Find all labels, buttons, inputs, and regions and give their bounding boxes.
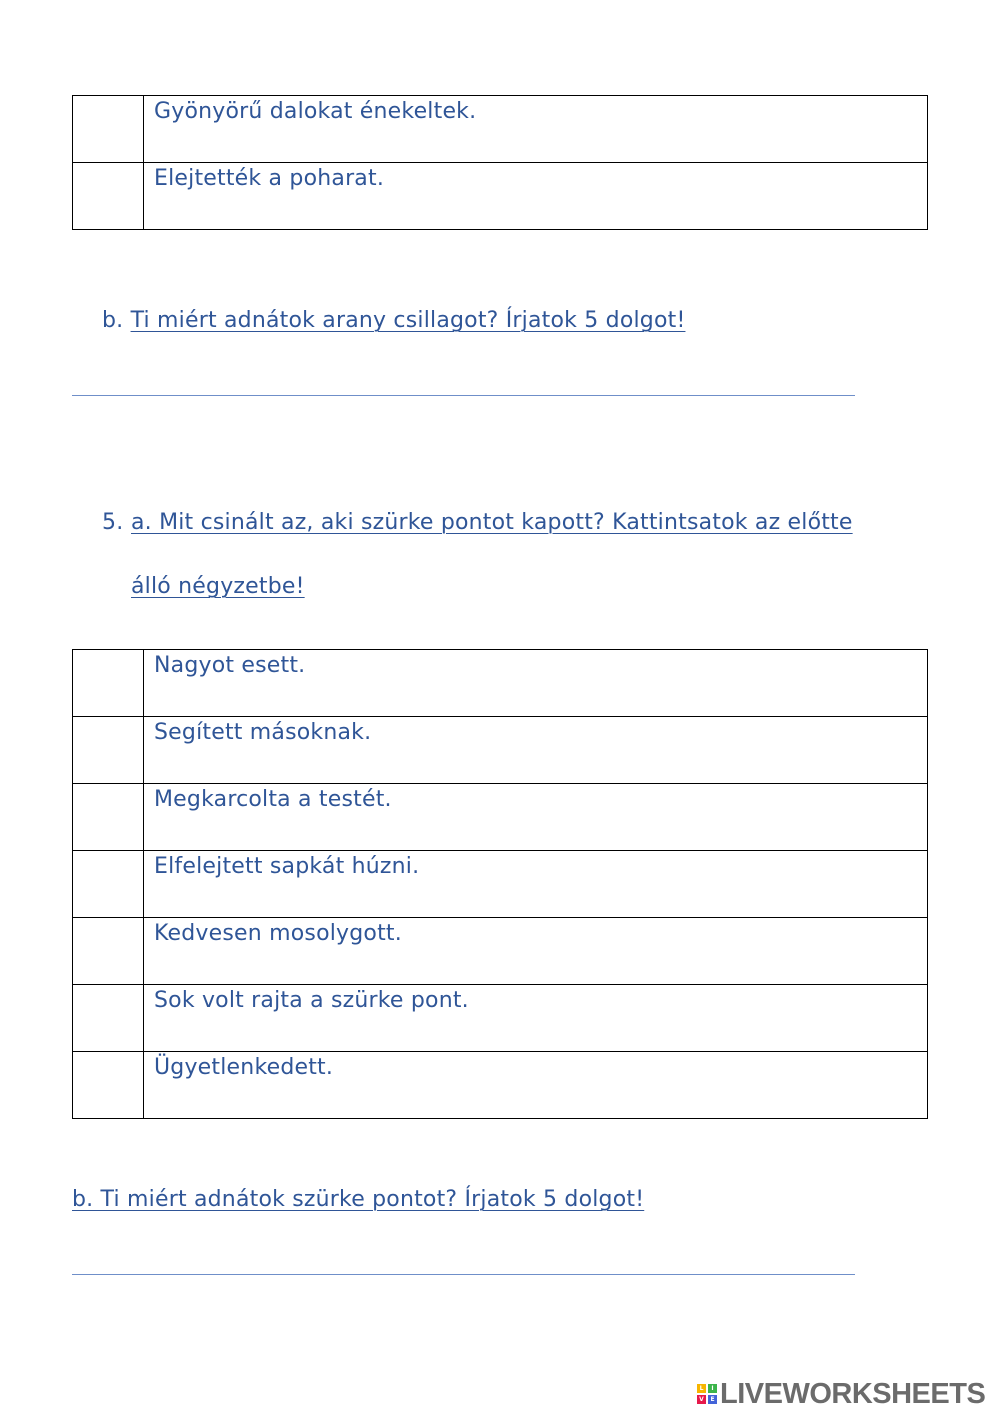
answer-input-4b[interactable]: [72, 355, 859, 397]
top-choice-table: [72, 95, 928, 230]
checkbox-cell[interactable]: [73, 650, 144, 717]
checkbox-cell[interactable]: [73, 1052, 144, 1119]
table-row: [73, 918, 928, 985]
choice-text: Elejtették a poharat.: [144, 163, 928, 230]
question-5a-line2: álló négyzetbe!: [131, 574, 305, 599]
checkbox-cell[interactable]: [73, 163, 144, 230]
choice-text: Gyönyörű dalokat énekeltek.: [144, 96, 928, 163]
answer-input-5b[interactable]: [72, 1234, 859, 1276]
answer-line: [72, 395, 855, 396]
table-row: [73, 163, 928, 230]
question-text: Ti miért adnátok arany csillagot? Írjatok 5 dolgot!: [130, 308, 686, 333]
table-row: [73, 851, 928, 918]
choice-text: Megkarcolta a testét.: [144, 784, 928, 851]
table-row: [73, 96, 928, 163]
table-row: [73, 784, 928, 851]
liveworksheets-logo-icon: [697, 1384, 717, 1404]
logo-tile: E: [708, 1395, 717, 1404]
table-row: [73, 650, 928, 717]
question-4b: [102, 308, 685, 333]
table-row: [73, 717, 928, 784]
choice-text: Kedvesen mosolygott.: [144, 918, 928, 985]
liveworksheets-logo: [697, 1378, 995, 1410]
logo-tile: L: [697, 1384, 706, 1393]
answer-line: [72, 1274, 855, 1275]
table-row: [73, 1052, 928, 1119]
logo-text: LIVEWORKSHEETS: [720, 1377, 986, 1410]
checkbox-cell[interactable]: [73, 784, 144, 851]
logo-tile: I: [708, 1384, 717, 1393]
checkbox-cell[interactable]: [73, 851, 144, 918]
logo-tile: V: [697, 1395, 706, 1404]
table-row: [73, 985, 928, 1052]
question-5a-line1: a. Mit csinált az, aki szürke pontot kapott? Kattintsatok az előtte: [131, 510, 853, 535]
gray-dot-choice-table: [72, 649, 928, 1119]
choice-text: Ügyetlenkedett.: [144, 1052, 928, 1119]
checkbox-cell[interactable]: [73, 717, 144, 784]
checkbox-cell[interactable]: [73, 96, 144, 163]
checkbox-cell[interactable]: [73, 985, 144, 1052]
question-prefix: b.: [102, 308, 124, 333]
choice-text: Sok volt rajta a szürke pont.: [144, 985, 928, 1052]
question-5b: b. Ti miért adnátok szürke pontot? Írjatok 5 dolgot!: [72, 1187, 645, 1212]
choice-text: Nagyot esett.: [144, 650, 928, 717]
choice-text: Elfelejtett sapkát húzni.: [144, 851, 928, 918]
checkbox-cell[interactable]: [73, 918, 144, 985]
choice-text: Segített másoknak.: [144, 717, 928, 784]
question-5-number: 5.: [102, 510, 124, 535]
